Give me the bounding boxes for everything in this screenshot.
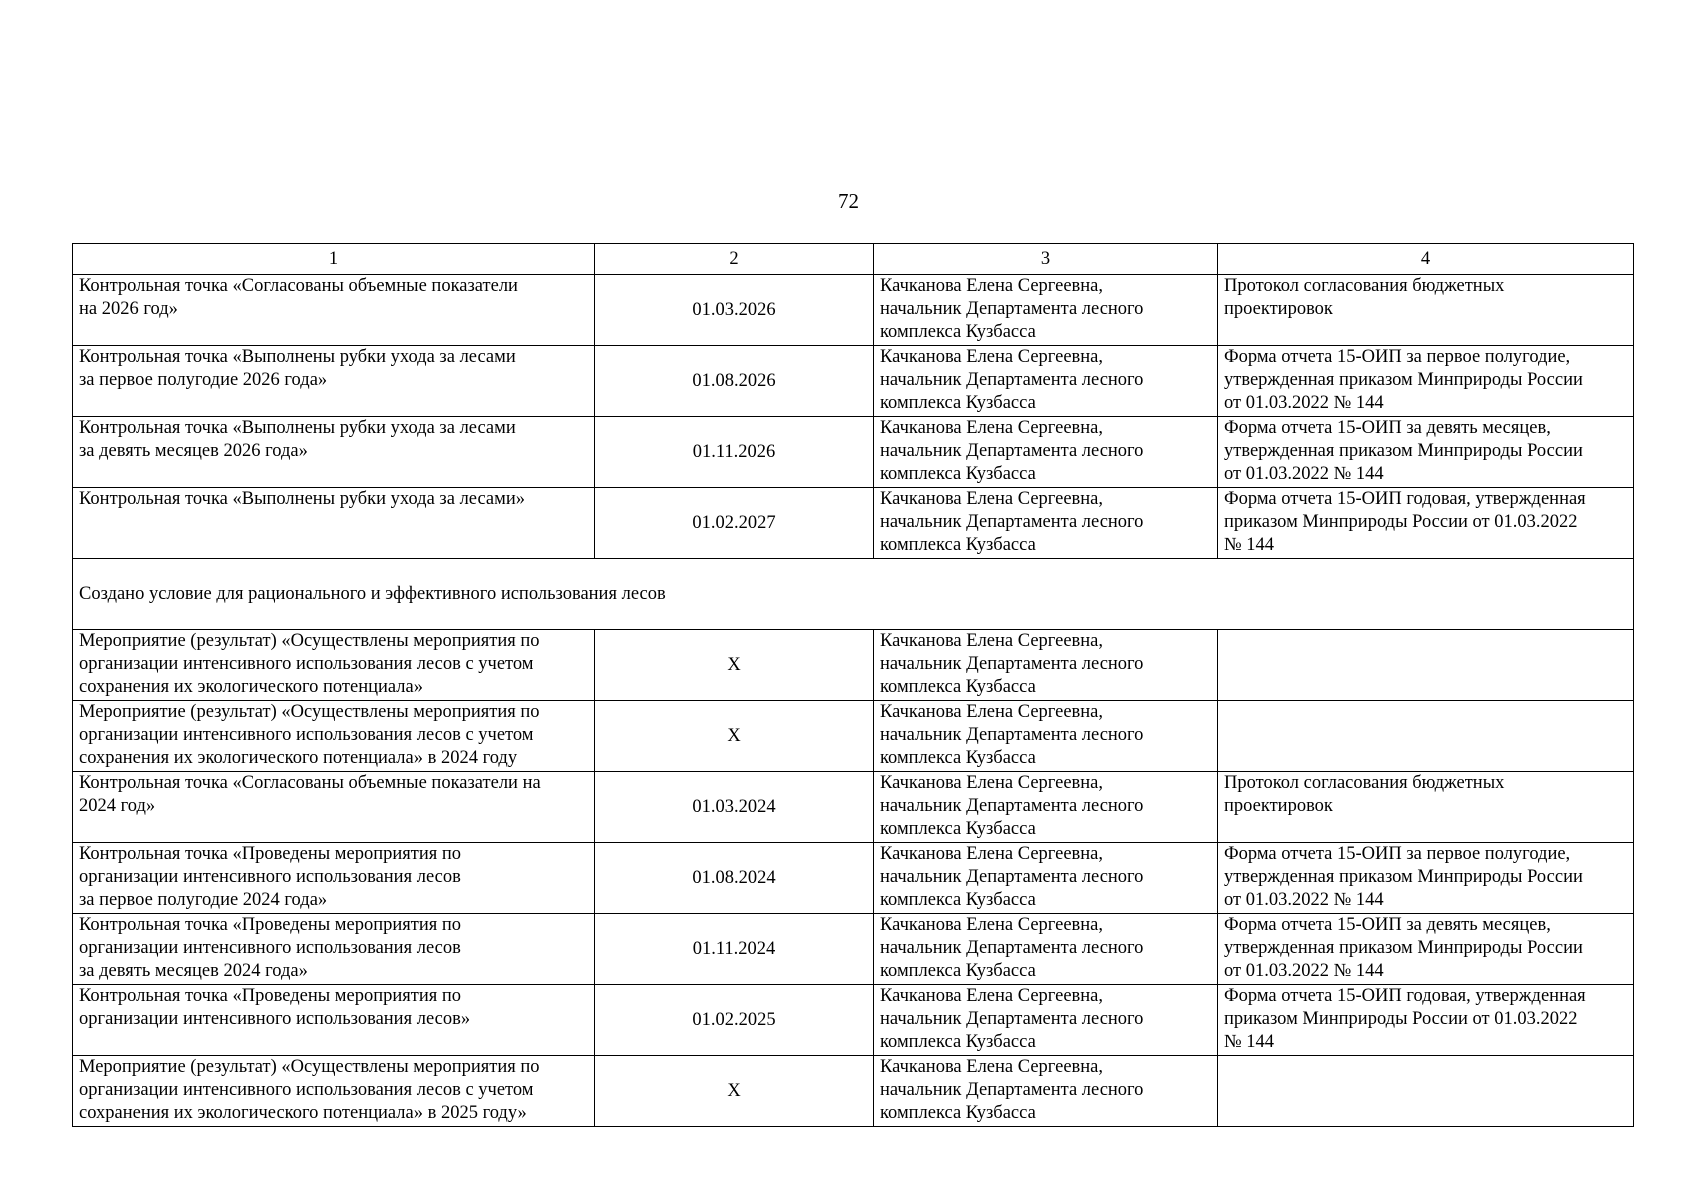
column-number-2: 2 bbox=[595, 244, 874, 275]
deadline-cell bbox=[595, 1056, 874, 1127]
table-row bbox=[73, 701, 1634, 772]
confirming-document-cell bbox=[1218, 630, 1634, 701]
responsible-person-cell bbox=[874, 843, 1218, 914]
deadline-cell bbox=[595, 914, 874, 985]
deadline-cell-text: 01.11.2024 bbox=[692, 938, 776, 959]
confirming-document-cell bbox=[1218, 914, 1634, 985]
responsible-person-cell-text: Качканова Елена Сергеевна, начальник Департамента лесного комплекса Кузбасса bbox=[880, 631, 1144, 697]
event-name-cell-text: Мероприятие (результат) «Осуществлены мероприятия по организации интенсивного использования лесов с учетом сохранения их экологического потенциала» bbox=[79, 631, 540, 697]
event-name-cell bbox=[73, 346, 595, 417]
confirming-document-cell-text: Форма отчета 15-ОИП за первое полугодие, утвержденная приказом Минприроды России от 01.03.2022 № 144 bbox=[1224, 347, 1583, 413]
responsible-person-cell bbox=[874, 417, 1218, 488]
confirming-document-cell bbox=[1218, 985, 1634, 1056]
responsible-person-cell bbox=[874, 346, 1218, 417]
confirming-document-cell bbox=[1218, 346, 1634, 417]
deadline-cell bbox=[595, 630, 874, 701]
deadline-cell-text: 01.11.2026 bbox=[692, 441, 776, 462]
deadline-cell-text: 01.08.2024 bbox=[692, 867, 776, 888]
event-name-cell-text: Контрольная точка «Согласованы объемные показатели на 2026 год» bbox=[79, 276, 518, 319]
table-row bbox=[73, 417, 1634, 488]
responsible-person-cell bbox=[874, 914, 1218, 985]
event-name-cell-text: Мероприятие (результат) «Осуществлены мероприятия по организации интенсивного использования лесов с учетом сохранения их экологического потенциала» в 2025 году» bbox=[79, 1057, 540, 1123]
event-name-cell bbox=[73, 914, 595, 985]
confirming-document-cell bbox=[1218, 1056, 1634, 1127]
responsible-person-cell-text: Качканова Елена Сергеевна, начальник Департамента лесного комплекса Кузбасса bbox=[880, 418, 1144, 484]
responsible-person-cell-text: Качканова Елена Сергеевна, начальник Департамента лесного комплекса Кузбасса bbox=[880, 844, 1144, 910]
responsible-person-cell-text: Качканова Елена Сергеевна, начальник Департамента лесного комплекса Кузбасса bbox=[880, 702, 1144, 768]
deadline-cell bbox=[595, 417, 874, 488]
table-row bbox=[73, 346, 1634, 417]
deadline-cell bbox=[595, 488, 874, 559]
confirming-document-cell-text: Форма отчета 15-ОИП годовая, утвержденная приказом Минприроды России от 01.03.2022 № 144 bbox=[1224, 489, 1586, 555]
deadline-cell bbox=[595, 843, 874, 914]
deadline-cell bbox=[595, 275, 874, 346]
deadline-cell-text: 01.03.2026 bbox=[692, 299, 776, 320]
column-number-4: 4 bbox=[1218, 244, 1634, 275]
responsible-person-cell bbox=[874, 1056, 1218, 1127]
column-number-row bbox=[73, 244, 1634, 275]
event-name-cell-text: Контрольная точка «Выполнены рубки ухода за лесами» bbox=[79, 489, 525, 509]
event-name-cell-text: Контрольная точка «Проведены мероприятия по организации интенсивного использования лесов за первое полугодие 2024 года» bbox=[79, 844, 462, 910]
confirming-document-cell bbox=[1218, 843, 1634, 914]
deadline-cell-text: 01.02.2025 bbox=[692, 1009, 776, 1030]
responsible-person-cell bbox=[874, 985, 1218, 1056]
responsible-person-cell-text: Качканова Елена Сергеевна, начальник Департамента лесного комплекса Кузбасса bbox=[880, 915, 1144, 981]
deadline-cell bbox=[595, 346, 874, 417]
table-row bbox=[73, 1056, 1634, 1127]
event-name-cell bbox=[73, 275, 595, 346]
table-row bbox=[73, 772, 1634, 843]
responsible-person-cell bbox=[874, 488, 1218, 559]
responsible-person-cell bbox=[874, 275, 1218, 346]
event-name-cell bbox=[73, 417, 595, 488]
event-name-cell bbox=[73, 1056, 595, 1127]
table-row bbox=[73, 488, 1634, 559]
section-heading: Создано условие для рационального и эффективного использования лесов bbox=[73, 559, 1634, 630]
section-heading-row bbox=[73, 559, 1634, 630]
deadline-cell-text: 01.03.2024 bbox=[692, 796, 776, 817]
confirming-document-cell-text: Форма отчета 15-ОИП за девять месяцев, утвержденная приказом Минприроды России от 01.03.2022 № 144 bbox=[1224, 915, 1583, 981]
event-name-cell bbox=[73, 488, 595, 559]
event-name-cell-text: Контрольная точка «Выполнены рубки ухода за лесами за девять месяцев 2026 года» bbox=[79, 418, 516, 461]
responsible-person-cell-text: Качканова Елена Сергеевна, начальник Департамента лесного комплекса Кузбасса bbox=[880, 489, 1144, 555]
deadline-cell bbox=[595, 985, 874, 1056]
confirming-document-cell-text: Протокол согласования бюджетных проектировок bbox=[1224, 276, 1505, 319]
deadline-cell-text: 01.02.2027 bbox=[692, 512, 776, 533]
table-row bbox=[73, 914, 1634, 985]
confirming-document-cell-text: Форма отчета 15-ОИП годовая, утвержденная приказом Минприроды России от 01.03.2022 № 144 bbox=[1224, 986, 1586, 1052]
confirming-document-cell bbox=[1218, 275, 1634, 346]
event-name-cell bbox=[73, 985, 595, 1056]
table-row bbox=[73, 630, 1634, 701]
confirming-document-cell bbox=[1218, 417, 1634, 488]
page-number: 72 bbox=[838, 189, 859, 213]
event-name-cell bbox=[73, 630, 595, 701]
responsible-person-cell bbox=[874, 772, 1218, 843]
table-body bbox=[73, 244, 1634, 1127]
table-row bbox=[73, 275, 1634, 346]
responsible-person-cell-text: Качканова Елена Сергеевна, начальник Департамента лесного комплекса Кузбасса bbox=[880, 347, 1144, 413]
event-name-cell bbox=[73, 701, 595, 772]
confirming-document-cell-text: Форма отчета 15-ОИП за девять месяцев, утвержденная приказом Минприроды России от 01.03.2022 № 144 bbox=[1224, 418, 1583, 484]
responsible-person-cell-text: Качканова Елена Сергеевна, начальник Департамента лесного комплекса Кузбасса bbox=[880, 1057, 1144, 1123]
responsible-person-cell bbox=[874, 701, 1218, 772]
confirming-document-cell-text: Форма отчета 15-ОИП за первое полугодие, утвержденная приказом Минприроды России от 01.03.2022 № 144 bbox=[1224, 844, 1583, 910]
event-name-cell-text: Мероприятие (результат) «Осуществлены мероприятия по организации интенсивного использования лесов с учетом сохранения их экологического потенциала» в 2024 году bbox=[79, 702, 540, 768]
deadline-cell bbox=[595, 701, 874, 772]
event-name-cell-text: Контрольная точка «Выполнены рубки ухода за лесами за первое полугодие 2026 года» bbox=[79, 347, 516, 390]
event-name-cell bbox=[73, 843, 595, 914]
table-row bbox=[73, 985, 1634, 1056]
responsible-person-cell bbox=[874, 630, 1218, 701]
confirming-document-cell-text: Протокол согласования бюджетных проектировок bbox=[1224, 773, 1505, 816]
column-number-3: 3 bbox=[874, 244, 1218, 275]
deadline-cell-text: 01.08.2026 bbox=[692, 370, 776, 391]
event-name-cell-text: Контрольная точка «Согласованы объемные показатели на 2024 год» bbox=[79, 773, 541, 816]
event-name-cell-text: Контрольная точка «Проведены мероприятия по организации интенсивного использования лесов за девять месяцев 2024 года» bbox=[79, 915, 462, 981]
responsible-person-cell-text: Качканова Елена Сергеевна, начальник Департамента лесного комплекса Кузбасса bbox=[880, 986, 1144, 1052]
table-row bbox=[73, 843, 1634, 914]
responsible-person-cell-text: Качканова Елена Сергеевна, начальник Департамента лесного комплекса Кузбасса bbox=[880, 276, 1144, 342]
column-number-1: 1 bbox=[73, 244, 595, 275]
deadline-cell-text: X bbox=[727, 654, 741, 675]
deadline-cell-text: X bbox=[727, 725, 741, 746]
confirming-document-cell bbox=[1218, 772, 1634, 843]
deadline-cell bbox=[595, 772, 874, 843]
deadline-cell-text: X bbox=[727, 1080, 741, 1101]
confirming-document-cell bbox=[1218, 701, 1634, 772]
event-name-cell bbox=[73, 772, 595, 843]
plan-table bbox=[72, 243, 1634, 1127]
responsible-person-cell-text: Качканова Елена Сергеевна, начальник Департамента лесного комплекса Кузбасса bbox=[880, 773, 1144, 839]
event-name-cell-text: Контрольная точка «Проведены мероприятия по организации интенсивного использования лесов» bbox=[79, 986, 471, 1029]
confirming-document-cell bbox=[1218, 488, 1634, 559]
